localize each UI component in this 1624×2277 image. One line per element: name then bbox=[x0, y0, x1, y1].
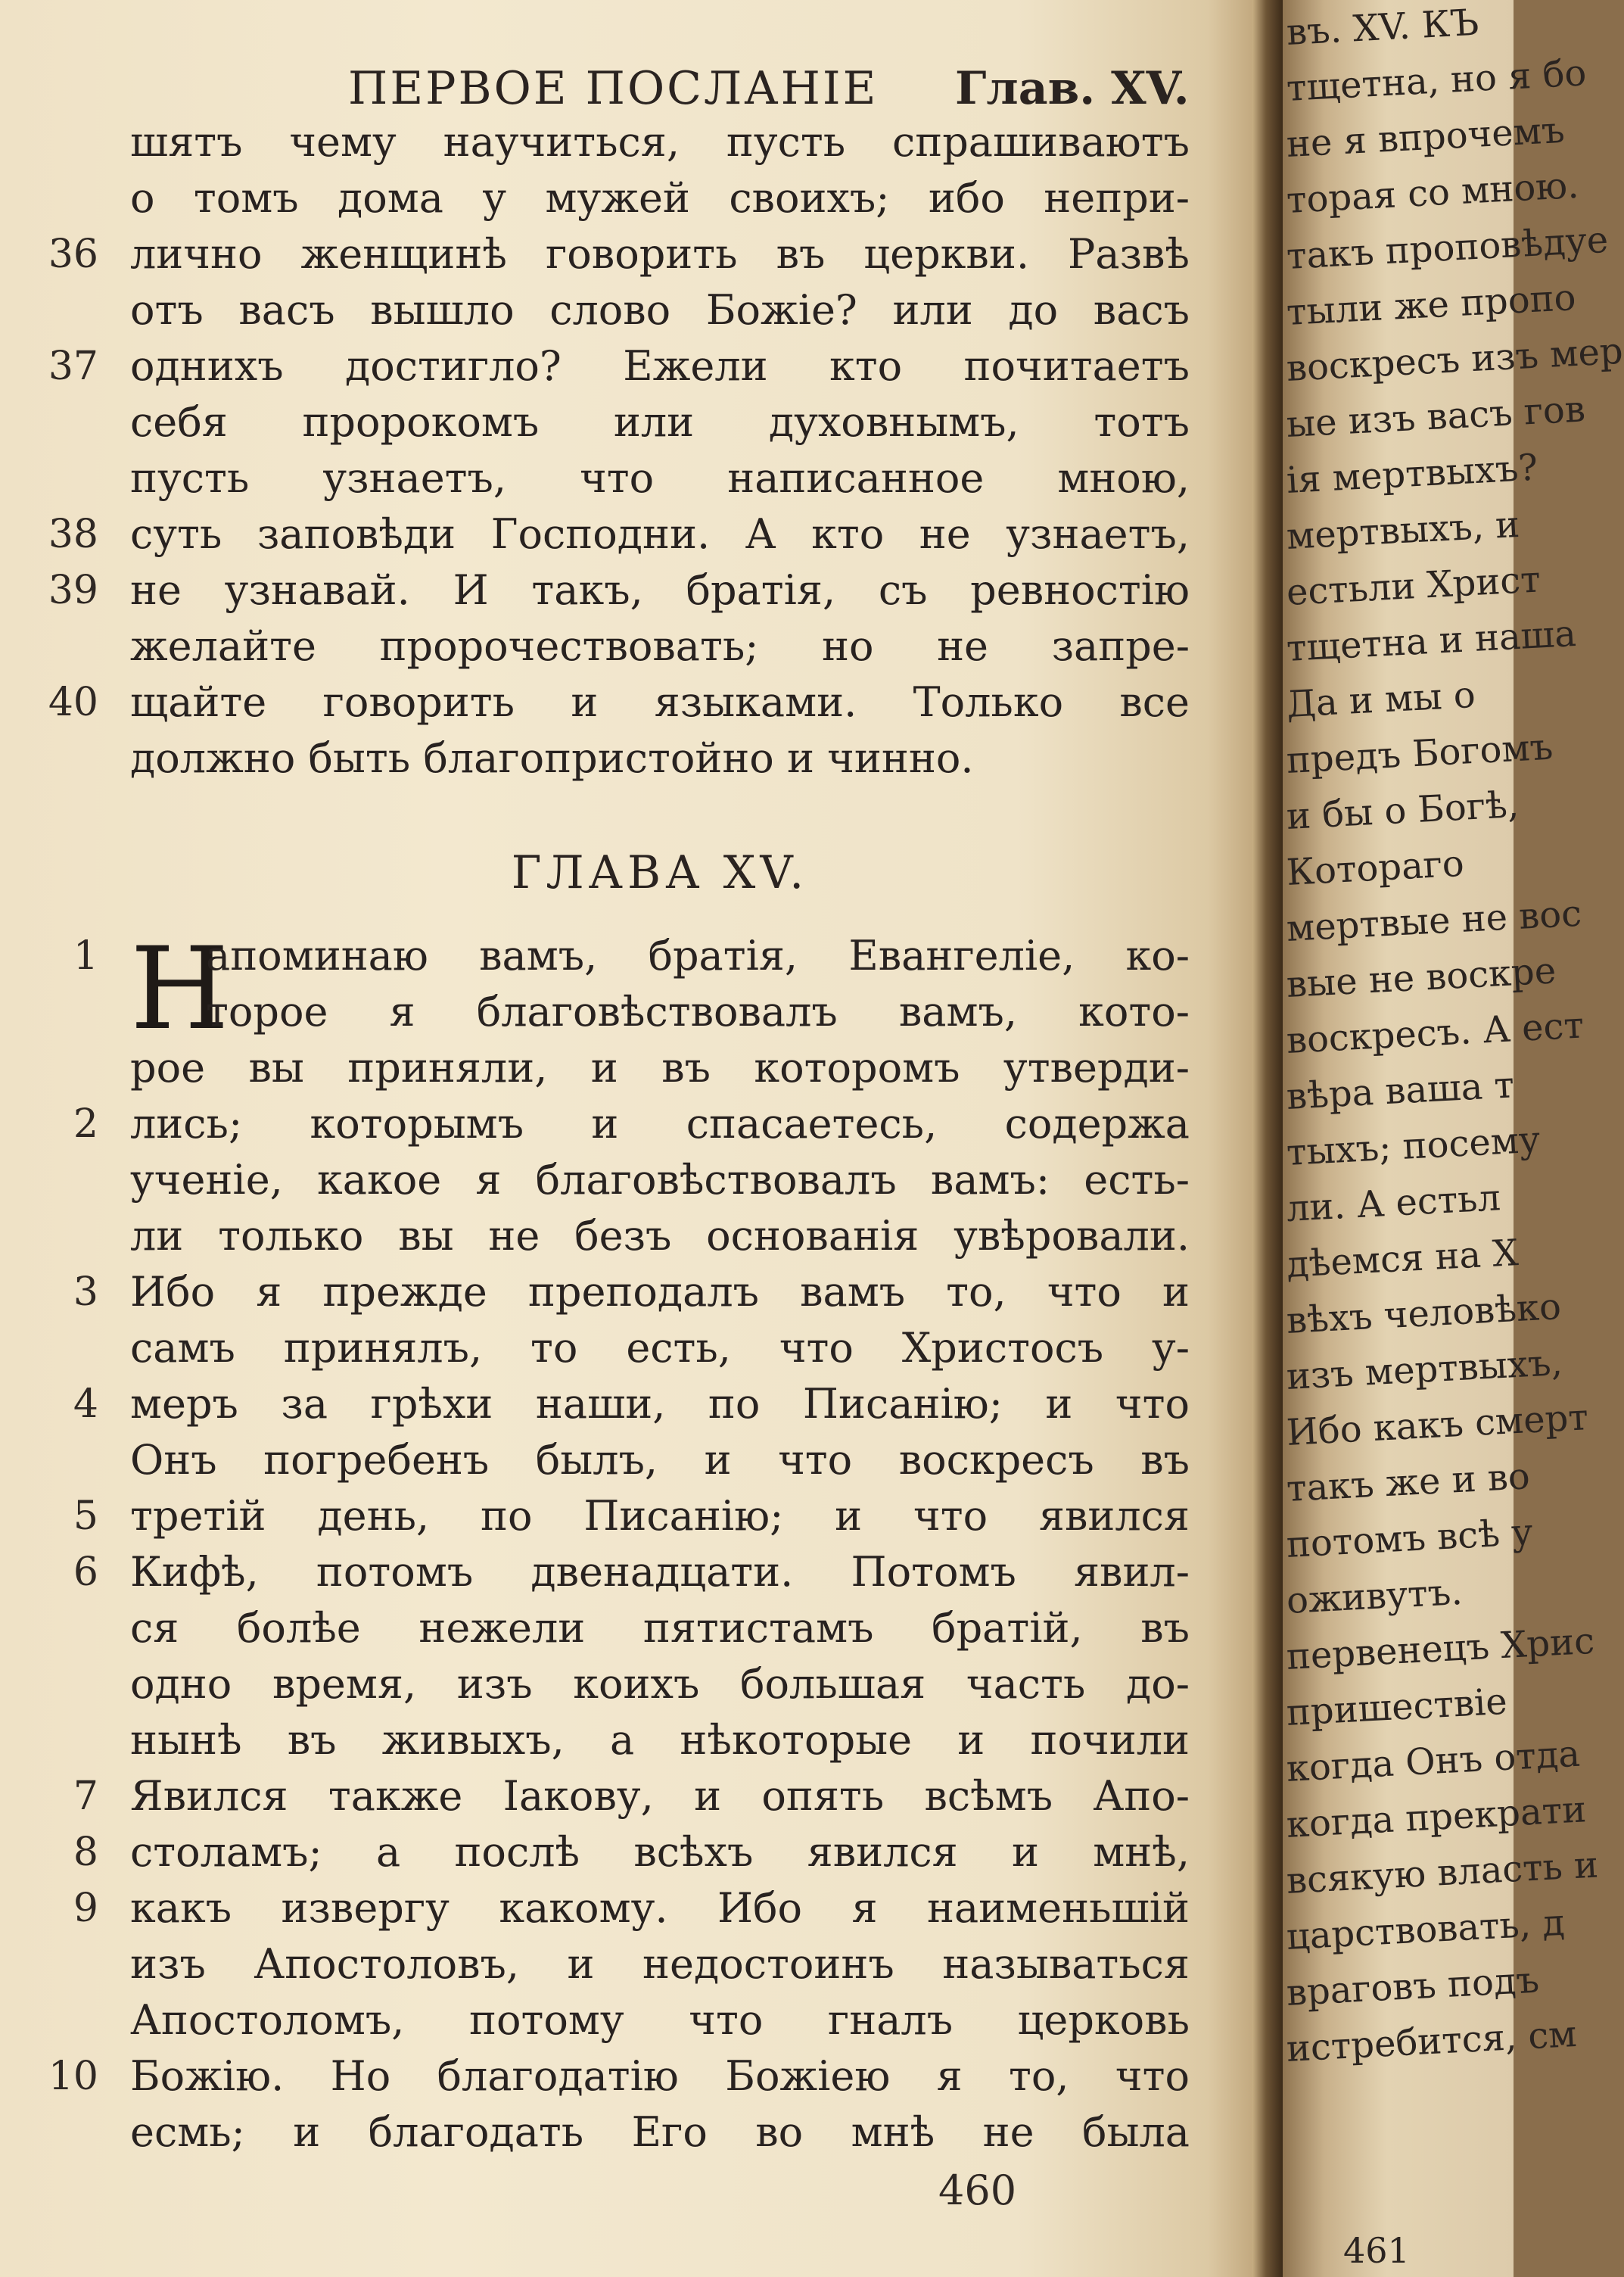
text-line: потомъ всѣ у bbox=[1285, 1510, 1534, 1566]
text-line: оживутъ. bbox=[1285, 1570, 1464, 1622]
verse-number: 6 bbox=[73, 1550, 98, 1595]
right-page bbox=[1283, 0, 1624, 2277]
text-line: вѣра ваша т bbox=[1285, 1064, 1516, 1118]
page-number: 460 bbox=[938, 2166, 1017, 2214]
text-line: ученіе, какое я благовѣствовалъ вамъ: есть- bbox=[130, 1156, 1190, 1204]
text-line: первенецъ Хрис bbox=[1285, 1619, 1596, 1678]
text-line: самъ принялъ, то есть, что Христосъ у- bbox=[130, 1324, 1190, 1372]
text-line: пусть узнаетъ, что написанное мною, bbox=[130, 454, 1190, 502]
text-line: въ. XV. КЪ bbox=[1285, 1, 1480, 54]
text-line: желайте пророчествовать; но не запре- bbox=[130, 622, 1190, 670]
text-line: истребится, см bbox=[1285, 2012, 1578, 2070]
text-line: тщетна, но я бо bbox=[1285, 51, 1588, 110]
text-line: себя пророкомъ или духовнымъ, тотъ bbox=[130, 398, 1190, 446]
verse-number: 37 bbox=[48, 344, 98, 389]
text-line: царствовать, д bbox=[1285, 1901, 1566, 1958]
text-line: предъ Богомъ bbox=[1285, 725, 1554, 782]
text-line: ли только вы не безъ основанія увѣровали. bbox=[130, 1212, 1190, 1260]
text-line: такъ проповѣдуе bbox=[1285, 218, 1610, 278]
text-line: ся болѣе нежели пятистамъ братій, въ bbox=[130, 1604, 1190, 1652]
text-line: изъ мертвыхъ, bbox=[1285, 1341, 1564, 1398]
verse-number: 3 bbox=[73, 1269, 98, 1315]
text-line: о томъ дома у мужей своихъ; ибо непри- bbox=[130, 174, 1190, 222]
verse-number: 2 bbox=[73, 1101, 98, 1147]
verse-number: 4 bbox=[73, 1381, 98, 1427]
text-line: ія мертвыхъ? bbox=[1285, 446, 1539, 502]
running-chapter: Глав. XV. bbox=[955, 62, 1190, 115]
text-line: шятъ чему научиться, пусть спрашиваютъ bbox=[130, 118, 1190, 166]
text-line: Ибо я прежде преподалъ вамъ то, что и bbox=[130, 1268, 1190, 1316]
text-line: дѣемся на Х bbox=[1285, 1231, 1520, 1286]
text-line: тыхъ; посему bbox=[1285, 1118, 1542, 1174]
text-line: когда Онъ отда bbox=[1285, 1732, 1582, 1790]
dropcap-letter: Н bbox=[130, 924, 229, 1055]
text-line: апоминаю вамъ, братія, Евангеліе, ко- bbox=[206, 932, 1190, 980]
text-line: однихъ достигло? Ежели кто почитаетъ bbox=[130, 342, 1190, 390]
verse-number: 9 bbox=[73, 1886, 98, 1931]
text-line: не узнавай. И такъ, братія, съ ревностію bbox=[130, 566, 1190, 614]
text-line: ли. А естьл bbox=[1285, 1176, 1502, 1230]
text-line: такъ же и во bbox=[1285, 1455, 1531, 1510]
text-line: мертвые не вос bbox=[1285, 892, 1583, 950]
verse-number: 40 bbox=[48, 680, 98, 725]
text-line: тыли же пропо bbox=[1285, 276, 1577, 334]
text-line: не я впрочемъ bbox=[1285, 108, 1566, 166]
text-line: есмь; и благодать Его во мнѣ не была bbox=[130, 2108, 1190, 2156]
text-line: торая со мною. bbox=[1285, 164, 1580, 222]
verse-number: 8 bbox=[73, 1830, 98, 1875]
text-line: рое вы приняли, и въ которомъ утверди- bbox=[130, 1044, 1190, 1092]
verse-number: 36 bbox=[48, 232, 98, 277]
text-line: Кифѣ, потомъ двенадцати. Потомъ явил- bbox=[130, 1548, 1190, 1596]
text-line: какъ извергу какому. Ибо я наименьшій bbox=[130, 1884, 1190, 1932]
text-line: должно быть благопристойно и чинно. bbox=[130, 734, 974, 782]
text-line: вѣхъ человѣко bbox=[1285, 1285, 1563, 1342]
text-line: воскресъ изъ мер bbox=[1285, 329, 1624, 390]
text-line: торое я благовѣствовалъ вамъ, кото- bbox=[206, 988, 1190, 1036]
text-line: Апостоломъ, потому что гналъ церковь bbox=[130, 1996, 1190, 2044]
text-line: третій день, по Писанію; и что явился bbox=[130, 1492, 1190, 1540]
text-line: воскресъ. А ест bbox=[1285, 1004, 1585, 1062]
text-line: лись; которымъ и спасаетесь, содержа bbox=[130, 1100, 1190, 1148]
verse-number: 1 bbox=[73, 933, 98, 979]
verse-number: 39 bbox=[48, 568, 98, 613]
text-line: естьли Христ bbox=[1285, 558, 1542, 614]
text-line: нынѣ въ живыхъ, а нѣкоторые и почили bbox=[130, 1716, 1190, 1764]
text-line: отъ васъ вышло слово Божіе? или до васъ bbox=[130, 286, 1190, 334]
text-line: и бы о Богѣ, bbox=[1285, 783, 1520, 838]
text-line: Да и мы о bbox=[1285, 673, 1476, 726]
page-number: 461 bbox=[1343, 2230, 1410, 2271]
text-line: одно время, изъ коихъ большая часть до- bbox=[130, 1660, 1190, 1708]
text-line: суть заповѣди Господни. А кто не узнаетъ, bbox=[130, 510, 1190, 558]
book-gutter bbox=[1252, 0, 1283, 2277]
verse-number: 38 bbox=[48, 512, 98, 557]
verse-number: 7 bbox=[73, 1774, 98, 1819]
text-line: пришествіе bbox=[1285, 1680, 1509, 1734]
text-line: вые не воскре bbox=[1285, 949, 1557, 1006]
verse-number: 5 bbox=[73, 1494, 98, 1539]
text-line: изъ Апостоловъ, и недостоинъ называться bbox=[130, 1940, 1190, 1988]
text-line: тщетна и наша bbox=[1285, 612, 1578, 670]
text-line: Котораго bbox=[1285, 842, 1466, 894]
text-line: меръ за грѣхи наши, по Писанію; и что bbox=[130, 1380, 1190, 1428]
text-line: щайте говорить и языками. Только все bbox=[130, 678, 1190, 726]
text-line: всякую власть и bbox=[1285, 1843, 1600, 1902]
text-line: Явился также Іакову, и опять всѣмъ Апо- bbox=[130, 1772, 1190, 1820]
chapter-heading: ГЛАВА XV. bbox=[511, 846, 809, 899]
text-line: столамъ; а послѣ всѣхъ явился и мнѣ, bbox=[130, 1828, 1190, 1876]
text-line: лично женщинѣ говорить въ церкви. Развѣ bbox=[130, 230, 1190, 278]
verse-number: 10 bbox=[48, 2054, 98, 2099]
text-line: враговъ подъ bbox=[1285, 1958, 1541, 2014]
text-line: Ибо какъ смерт bbox=[1285, 1396, 1590, 1454]
text-line: когда прекрати bbox=[1285, 1788, 1588, 1846]
text-line: ые изъ васъ гов bbox=[1285, 388, 1587, 446]
text-line: Онъ погребенъ былъ, и что воскресъ въ bbox=[130, 1436, 1190, 1484]
running-title: ПЕРВОЕ ПОСЛАНІЕ bbox=[348, 62, 879, 115]
text-line: Божію. Но благодатію Божіею я то, что bbox=[130, 2052, 1190, 2100]
text-line: мертвыхъ, и bbox=[1285, 503, 1521, 558]
